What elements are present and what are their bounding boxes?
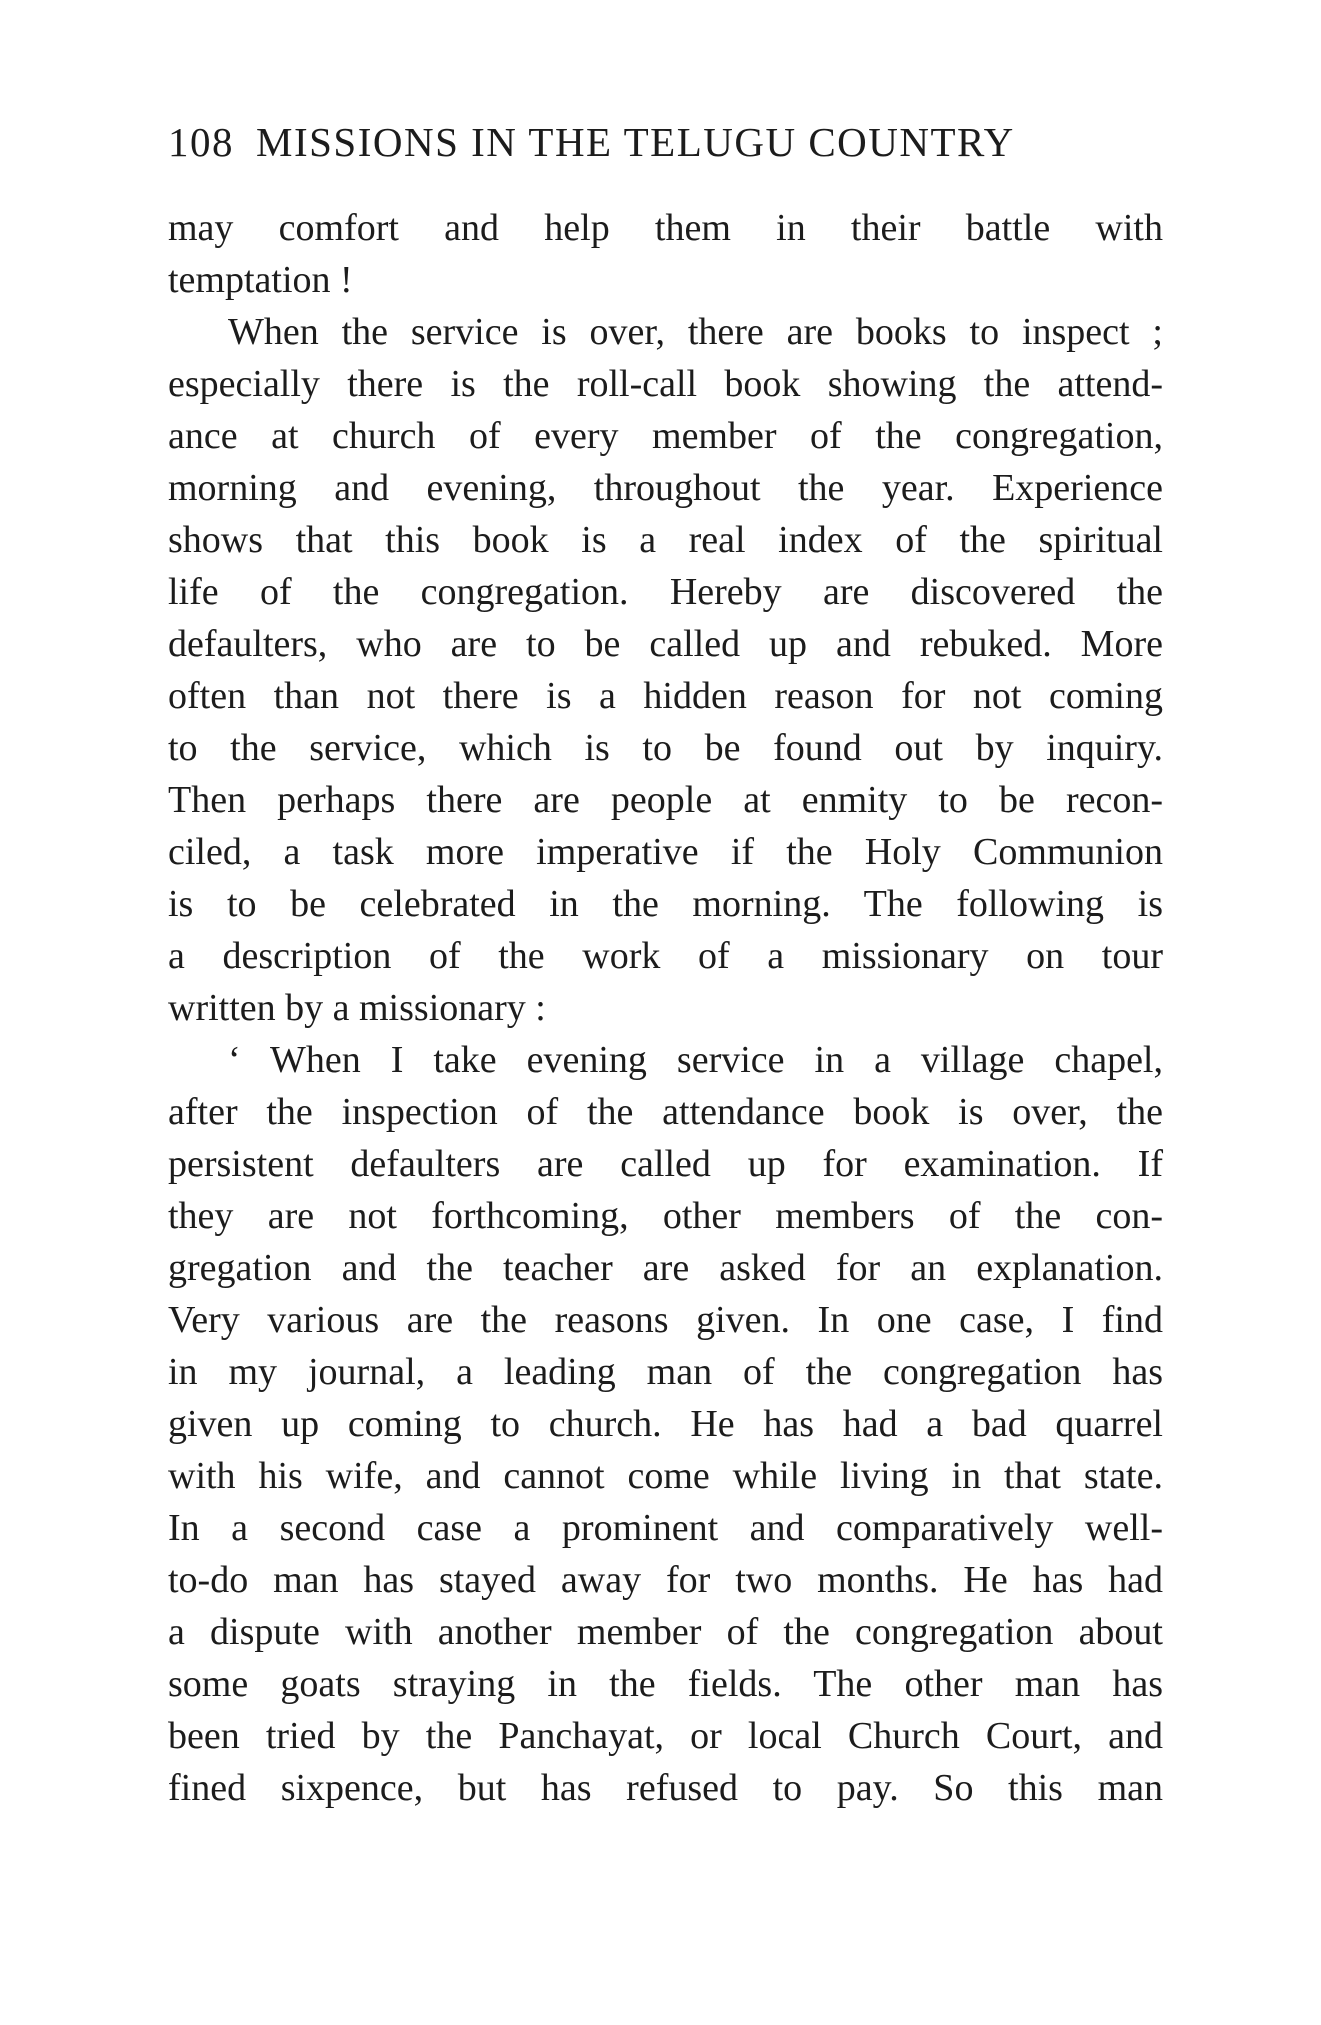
text-line: given up coming to church. He has had a bad quarrel [168, 1403, 1163, 1445]
page-number: 108 [168, 119, 234, 165]
text-line: after the inspection of the attendance book is over, the [168, 1091, 1163, 1133]
text-line: fined sixpence, but has refused to pay. So this man [168, 1767, 1163, 1809]
text-line: been tried by the Panchayat, or local Church Court, and [168, 1715, 1163, 1757]
paragraph-first-line: ‘ When I take evening service in a village chapel, [228, 1039, 1163, 1081]
running-title: MISSIONS IN THE TELUGU COUNTRY [256, 119, 1015, 165]
text-line: they are not forthcoming, other members of the con- [168, 1195, 1163, 1237]
text-line: to-do man has stayed away for two months. He has had [168, 1559, 1163, 1601]
text-line: ciled, a task more imperative if the Holy Communion [168, 831, 1163, 873]
text-line: a dispute with another member of the congregation about [168, 1611, 1163, 1653]
paragraph-first-line: When the service is over, there are books to inspect ; [228, 311, 1163, 353]
text-line: with his wife, and cannot come while living in that state. [168, 1455, 1163, 1497]
text-line: to the service, which is to be found out by inquiry. [168, 727, 1163, 769]
text-line: often than not there is a hidden reason for not coming [168, 675, 1163, 717]
text-line: In a second case a prominent and comparatively well- [168, 1507, 1163, 1549]
text-line: life of the congregation. Hereby are discovered the [168, 571, 1163, 613]
text-line: especially there is the roll-call book showing the attend- [168, 363, 1163, 405]
text-line: is to be celebrated in the morning. The following is [168, 883, 1163, 925]
running-head [168, 118, 1158, 166]
text-line: written by a missionary : [168, 987, 546, 1029]
text-line: gregation and the teacher are asked for an explanation. [168, 1247, 1163, 1289]
text-line: a description of the work of a missionary on tour [168, 935, 1163, 977]
text-line: persistent defaulters are called up for examination. If [168, 1143, 1163, 1185]
text-line: some goats straying in the fields. The other man has [168, 1663, 1163, 1705]
text-line: shows that this book is a real index of the spiritual [168, 519, 1163, 561]
text-line: may comfort and help them in their battle with [168, 207, 1163, 249]
text-line: temptation ! [168, 259, 353, 301]
text-line: Then perhaps there are people at enmity to be recon- [168, 779, 1163, 821]
text-line: in my journal, a leading man of the congregation has [168, 1351, 1163, 1393]
text-line: ance at church of every member of the congregation, [168, 415, 1163, 457]
text-line: morning and evening, throughout the year. Experience [168, 467, 1163, 509]
text-line: defaulters, who are to be called up and rebuked. More [168, 623, 1163, 665]
text-line: Very various are the reasons given. In one case, I find [168, 1299, 1163, 1341]
body-text [168, 202, 1163, 1814]
